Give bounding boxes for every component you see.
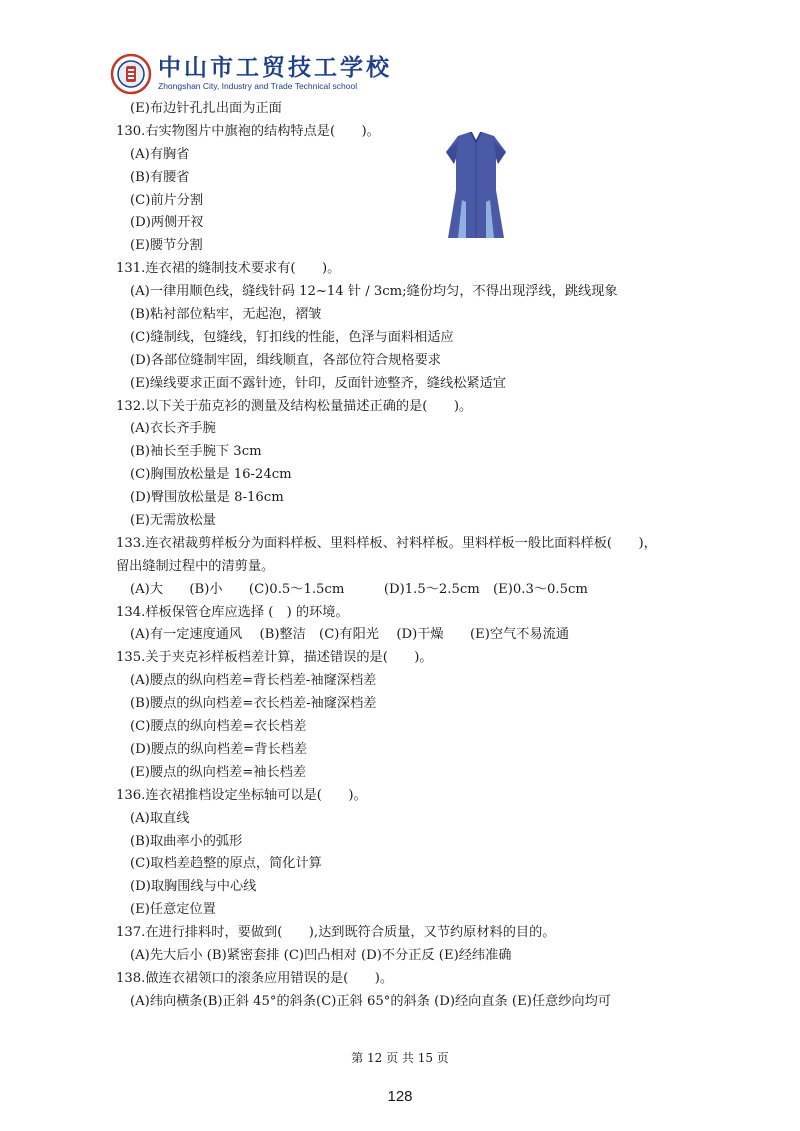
option-line: (B)袖长至手腕下 3cm: [130, 444, 262, 460]
option-line: (C)缝制线，包缝线，钉扣线的性能，色泽与面料相适应: [130, 329, 454, 345]
option-line: (B)取曲率小的弧形: [130, 833, 243, 849]
school-header: [110, 52, 392, 96]
option-line: (B)腰点的纵向档差=衣长档差-袖窿深档差: [130, 696, 377, 712]
page-info: 第 12 页 共 15 页: [351, 1051, 449, 1065]
option-line: (C)取档差趋整的原点，简化计算: [130, 856, 322, 872]
option-line: (A)有胸省: [130, 146, 190, 162]
page-number: 128: [387, 1088, 413, 1105]
option-line: (C)腰点的纵向档差=衣长档差: [130, 719, 307, 735]
option-line: (D)各部位缝制牢固，缉线顺直，各部位符合规格要求: [130, 352, 441, 368]
option-line: (A)大 (B)小 (C)0.5～1.5cm (D)1.5～2.5cm (E)0.3～0.5cm: [130, 581, 588, 597]
option-line: (E)腰节分割: [130, 238, 203, 254]
school-name-en: Zhongshan City, Industry and Trade Technical school: [158, 81, 358, 91]
option-line: (E)腰点的纵向档差=袖长档差: [130, 764, 307, 780]
option-line: (C)胸围放松量是 16-24cm: [130, 467, 292, 483]
option-line: (A)先大后小 (B)紧密套排 (C)凹凸相对 (D)不分正反 (E)经纬准确: [130, 947, 512, 963]
school-logo-icon: [110, 53, 152, 95]
option-line: (E)布边针孔扎出面为正面: [130, 101, 282, 116]
question-line: 134.样板保管仓库应选择 ( ) 的环境。: [116, 604, 349, 620]
option-line: (E)缲线要求正面不露针迹，针印，反面针迹整齐，缝线松紧适宜: [130, 375, 506, 391]
option-line: (D)腰点的纵向档差=背长档差: [130, 741, 307, 757]
option-line: (A)腰点的纵向档差=背长档差-袖窿深档差: [130, 673, 377, 689]
option-line: (D)臀围放松量是 8-16cm: [130, 490, 284, 506]
option-line: (A)取直线: [130, 810, 190, 826]
option-line: (A)有一定速度通风 (B)整洁 (C)有阳光 (D)干燥 (E)空气不易流通: [130, 627, 570, 643]
option-line: (D)两侧开衩: [130, 215, 204, 231]
question-line: 133.连衣裙裁剪样板分为面料样板、里料样板、衬料样板。里料样板一般比面料样板( )，: [116, 535, 657, 551]
question-line: 138.做连衣裙领口的滚条应用错误的是( )。: [116, 970, 394, 986]
option-line: (E)无需放松量: [130, 513, 216, 529]
question-line: 132.以下关于茄克衫的测量及结构松量描述正确的是( )。: [116, 398, 473, 414]
option-line: (C)前片分割: [130, 192, 204, 208]
question-line: 136.连衣裙推档设定坐标轴可以是( )。: [116, 787, 367, 803]
option-line: (A)纬向横条(B)正斜 45°的斜条(C)正斜 65°的斜条 (D)经向直条 (E)任意纱向均可: [130, 993, 611, 1009]
option-line: (B)有腰省: [130, 169, 190, 185]
option-line: (E)任意定位置: [130, 902, 216, 918]
school-name-cn: 中山市工贸技工学校: [158, 55, 392, 81]
question-list: [116, 98, 716, 1014]
question-line: 131.连衣裙的缝制技术要求有( )。: [116, 261, 341, 277]
question-line-continued: 留出缝制过程中的清剪量。: [116, 558, 275, 574]
question-line: 137.在进行排料时，要做到( ),达到既符合质量，又节约原材料的目的。: [116, 925, 556, 941]
option-line: (A)一律用顺色线，缝线针码 12~14 针 / 3cm;缝份均匀，不得出现浮线，跳线现象: [130, 284, 618, 300]
question-line: 135.关于夹克衫样板档差计算，描述错误的是( )。: [116, 650, 433, 666]
option-line: (A)衣长齐手腕: [130, 421, 216, 437]
option-line: (D)取胸围线与中心线: [130, 879, 257, 895]
question-line: 130.右实物图片中旗袍的结构特点是( )。: [116, 123, 380, 139]
option-line: (B)粘衬部位粘牢，无起泡，褶皱: [130, 307, 322, 323]
